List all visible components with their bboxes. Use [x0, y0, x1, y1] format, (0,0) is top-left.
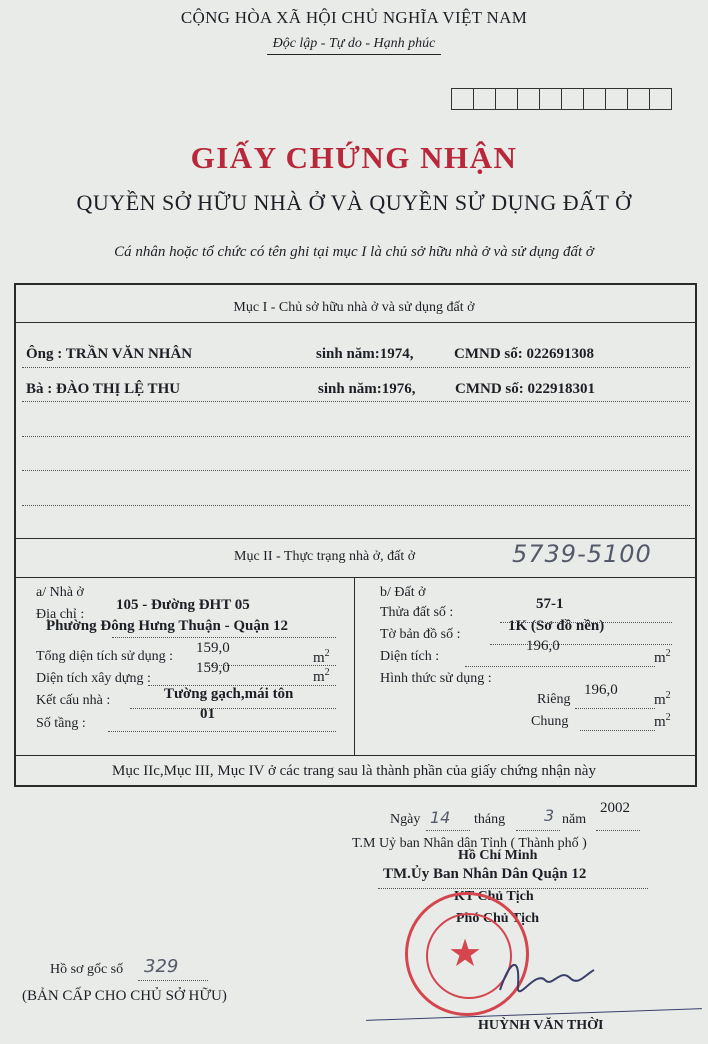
private-label: Riêng — [537, 692, 571, 707]
dotted-line — [22, 401, 690, 402]
dotted-line — [580, 730, 655, 731]
date-day: 14 — [430, 808, 451, 827]
unit-m: m — [654, 650, 666, 666]
parcel-value: 57-1 — [536, 596, 564, 612]
land-area-label: Diện tích : — [380, 649, 440, 664]
record-label: Hồ sơ gốc số — [50, 962, 124, 977]
shared-label: Chung — [531, 714, 569, 729]
dotted-line — [465, 666, 655, 667]
dotted-line — [426, 830, 470, 831]
divider — [14, 577, 697, 578]
total-area-value: 159,0 — [196, 640, 230, 656]
signature-authority: T.M Uỷ ban Nhân dân Tỉnh ( Thành phố ) — [352, 836, 587, 851]
dotted-line — [22, 470, 690, 471]
dotted-line — [500, 622, 672, 623]
dotted-line — [205, 665, 336, 666]
intro-text: Cá nhân hoặc tổ chức có tên ghi tại mục I là chủ sở hữu nhà ở và sử dụng đất ở — [114, 244, 594, 260]
unit — [654, 690, 671, 709]
document-title: GIẤY CHỨNG NHẬN — [190, 140, 518, 175]
floors-label: Số tầng : — [36, 716, 86, 731]
date-year: 2002 — [600, 800, 630, 816]
owner-id: CMND số: 022691308 — [454, 346, 594, 362]
divider — [14, 322, 697, 323]
dotted-line — [596, 830, 640, 831]
dotted-line — [516, 830, 560, 831]
land-area-value: 196,0 — [526, 638, 560, 654]
unit-m: m — [654, 692, 666, 708]
unit — [313, 667, 330, 686]
total-area-label: Tổng diện tích sử dụng : — [36, 649, 174, 664]
unit-m: m — [654, 714, 666, 730]
unit-exp: 2 — [324, 667, 330, 678]
nation-header: CỘNG HÒA XÃ HỘI CHỦ NGHĨA VIỆT NAM — [180, 8, 528, 27]
structure-label: Kết cấu nhà : — [36, 693, 111, 708]
document-subtitle: QUYỀN SỞ HỮU NHÀ Ở VÀ QUYỀN SỬ DỤNG ĐẤT Ở — [76, 190, 632, 215]
owner-birth: sinh năm:1976, — [318, 381, 416, 397]
dotted-line — [22, 367, 690, 368]
unit-exp: 2 — [665, 712, 671, 723]
divider — [14, 538, 697, 539]
date-month-label: tháng — [474, 812, 506, 827]
signature-authority-fill: Hồ Chí Minh — [458, 848, 538, 863]
signature-title: Phó Chủ Tịch — [456, 911, 539, 926]
land-label: b/ Đất ở — [380, 585, 426, 600]
dotted-line — [378, 888, 648, 889]
column-divider — [354, 577, 355, 755]
usage-label: Hình thức sử dụng : — [380, 671, 492, 686]
owner-birth: sinh năm:1974, — [316, 346, 414, 362]
unit — [654, 712, 671, 731]
date-year-label: năm — [562, 812, 587, 827]
dotted-line — [22, 505, 690, 506]
dotted-line — [575, 708, 655, 709]
address-line2: Phường Đông Hưng Thuận - Quận 12 — [46, 618, 288, 634]
signer-name: HUỲNH VĂN THỜI — [478, 1018, 604, 1033]
serial-number-boxes — [452, 88, 672, 110]
unit-exp: 2 — [665, 690, 671, 701]
signature-scribble — [490, 950, 600, 1010]
unit-m: m — [313, 669, 325, 685]
floors-value: 01 — [200, 706, 215, 722]
unit-m: m — [313, 650, 325, 666]
unit-exp: 2 — [665, 648, 671, 659]
parcel-label: Thửa đất số : — [380, 605, 454, 620]
signature-role: KT Chủ Tịch — [454, 889, 534, 904]
dotted-line — [138, 980, 208, 981]
map-value: 1K (Sơ đồ nền) — [508, 618, 605, 634]
address-label: Địa chỉ : — [36, 607, 85, 622]
built-area-label: Diện tích xây dựng : — [36, 671, 151, 686]
house-label: a/ Nhà ở — [36, 585, 84, 600]
star-icon: ★ — [448, 933, 483, 975]
handwritten-number: 5739-5100 — [512, 540, 652, 568]
dotted-line — [130, 708, 336, 709]
map-label: Tờ bản đồ số : — [380, 627, 461, 642]
footer-note: Mục IIc,Mục III, Mục IV ở các trang sau là thành phần của giấy chứng nhận này — [112, 763, 596, 779]
section1-heading: Mục I - Chủ sở hữu nhà ở và sử dụng đất ở — [233, 300, 475, 315]
unit-exp: 2 — [324, 648, 330, 659]
unit — [654, 648, 671, 667]
section2-heading: Mục II - Thực trạng nhà ở, đất ở — [234, 549, 416, 564]
signature-committee: TM.Ủy Ban Nhân Dân Quận 12 — [383, 866, 587, 882]
owner-name: Bà : ĐÀO THỊ LỆ THU — [26, 381, 181, 397]
motto — [0, 36, 708, 52]
dotted-line — [108, 731, 336, 732]
dotted-line — [22, 436, 690, 437]
date-month: 3 — [544, 806, 555, 825]
copy-note: (BẢN CẤP CHO CHỦ SỞ HỮU) — [22, 988, 227, 1004]
address-line1: 105 - Đường ĐHT 05 — [116, 597, 250, 613]
motto-text: Độc lập - Tự do - Hạnh phúc — [267, 36, 442, 55]
date-day-label: Ngày — [390, 812, 421, 827]
structure-value: Tường gạch,mái tôn — [164, 686, 294, 702]
owner-name: Ông : TRẦN VĂN NHÂN — [26, 346, 193, 362]
private-area-value: 196,0 — [584, 682, 618, 698]
record-number: 329 — [144, 956, 179, 977]
built-area-value: 159,0 — [196, 660, 230, 676]
owner-id: CMND số: 022918301 — [455, 381, 595, 397]
dotted-line — [490, 644, 672, 645]
divider — [14, 755, 697, 756]
dotted-line — [112, 637, 336, 638]
dotted-line — [148, 685, 336, 686]
